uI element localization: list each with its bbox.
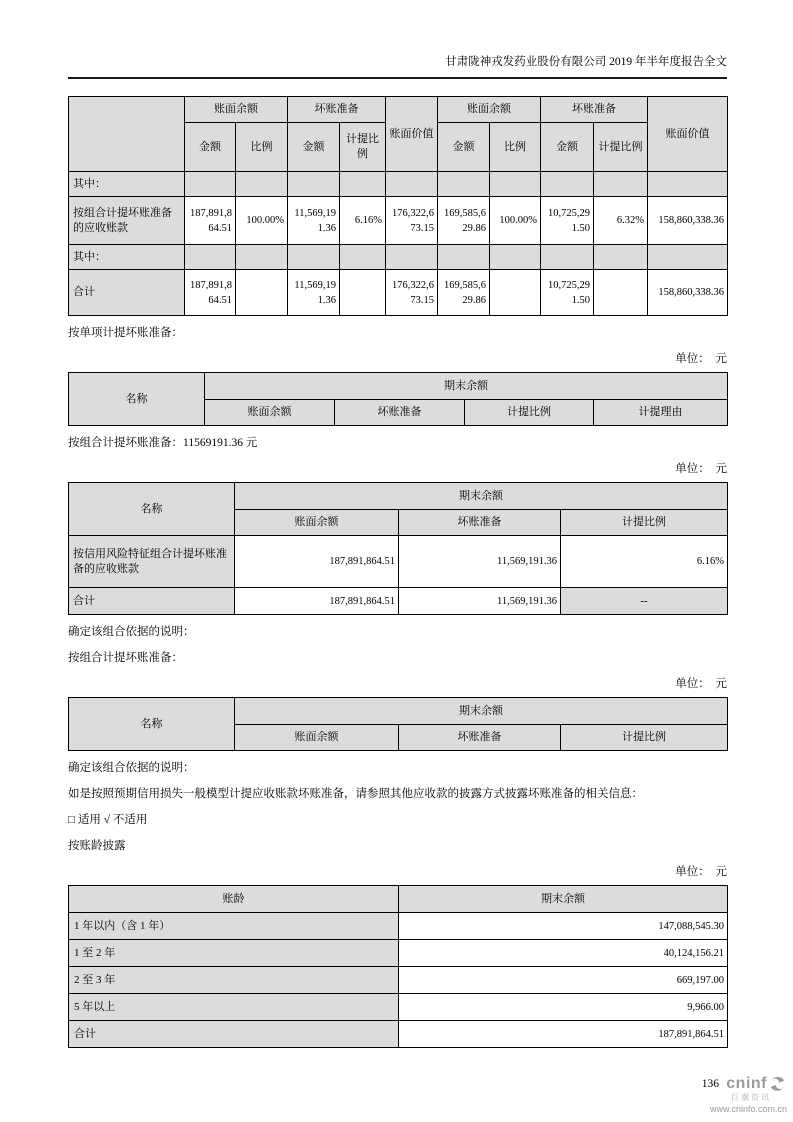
- empty-cell: [541, 172, 594, 197]
- row-label-cell: 按组合计提坏账准备的应收账款: [69, 197, 185, 245]
- header-cell: 账面余额: [205, 400, 335, 426]
- group-provision-table: [68, 482, 728, 615]
- data-cell: 158,860,338.36: [648, 197, 728, 245]
- header-cell: 比例: [236, 123, 288, 172]
- group-basis-note: 确定该组合依据的说明：: [68, 626, 195, 638]
- data-cell: 6.16%: [561, 536, 728, 588]
- empty-cell: [490, 245, 541, 270]
- header-cell: 账面余额: [438, 97, 541, 123]
- row-label-cell: 合计: [69, 270, 185, 316]
- data-cell: 11,569,191.36: [288, 270, 340, 316]
- header-cell: 账面余额: [185, 97, 288, 123]
- data-cell: 11,569,191.36: [399, 536, 561, 588]
- header-cell: 金额: [185, 123, 236, 172]
- by-group-provision-label: 按组合计提坏账准备：: [68, 652, 183, 664]
- data-cell: 100.00%: [490, 197, 541, 245]
- table-row: [69, 172, 728, 197]
- empty-cell: [648, 245, 728, 270]
- data-cell: 40,124,156.21: [399, 940, 728, 967]
- empty-cell: [490, 172, 541, 197]
- unit-label: 单位： 元: [675, 463, 727, 475]
- by-item-provision-label: 按单项计提坏账准备：: [68, 327, 183, 339]
- data-cell: 187,891,864.51: [185, 197, 236, 245]
- data-cell: 169,585,629.86: [438, 197, 490, 245]
- data-cell: 10,725,291.50: [541, 197, 594, 245]
- header-cell: 期末余额: [205, 373, 728, 400]
- doc-header: [68, 54, 727, 79]
- table-header-row: [69, 97, 728, 123]
- header-cell: 坏账准备: [288, 97, 386, 123]
- row-label-cell: 其中：: [69, 172, 185, 197]
- report-title: 甘肃陇神戎发药业股份有限公司 2019 年半年度报告全文: [445, 56, 727, 68]
- item-provision-table: [68, 372, 728, 426]
- header-cell: 计提比例: [561, 510, 728, 536]
- empty-cell: [438, 172, 490, 197]
- header-cell: 账龄: [69, 886, 399, 913]
- empty-cell: [185, 245, 236, 270]
- header-cell: 名称: [69, 373, 205, 426]
- data-cell: 6.16%: [340, 197, 386, 245]
- total-row: [69, 1021, 728, 1048]
- empty-cell: [288, 245, 340, 270]
- data-cell: 100.00%: [236, 197, 288, 245]
- data-cell: 10,725,291.50: [541, 270, 594, 316]
- table-row: [69, 967, 728, 994]
- empty-cell: [340, 172, 386, 197]
- table-row: [69, 994, 728, 1021]
- table-row: [69, 536, 728, 588]
- empty-cell: [648, 172, 728, 197]
- table-row: [69, 245, 728, 270]
- table-row: [69, 913, 728, 940]
- empty-cell: [438, 245, 490, 270]
- header-cell: 计提理由: [594, 400, 728, 426]
- unit-label: 单位： 元: [675, 678, 727, 690]
- data-cell: 147,088,545.30: [399, 913, 728, 940]
- data-cell: 158,860,338.36: [648, 270, 728, 316]
- header-cell: 期末余额: [235, 698, 728, 725]
- ecl-note: 如是按照预期信用损失一般模型计提应收账款坏账准备，请参照其他应收款的披露方式披露坏账准备的相关信息：: [68, 788, 643, 800]
- header-cell: 计提比例: [465, 400, 594, 426]
- bad-debt-provision-summary-table: [68, 96, 728, 316]
- empty-cell: [236, 172, 288, 197]
- header-cell: 账面余额: [235, 510, 399, 536]
- header-cell: 比例: [490, 123, 541, 172]
- row-label-cell: 5 年以上: [69, 994, 399, 1021]
- empty-cell: [386, 245, 438, 270]
- data-cell: --: [561, 588, 728, 615]
- data-cell: 11,569,191.36: [399, 588, 561, 615]
- data-cell: 11,569,191.36: [288, 197, 340, 245]
- group-basis-note: 确定该组合依据的说明：: [68, 762, 195, 774]
- header-cell: 金额: [288, 123, 340, 172]
- data-cell: 6.32%: [594, 197, 648, 245]
- row-label-cell: 2 至 3 年: [69, 967, 399, 994]
- total-row: [69, 270, 728, 316]
- cninfo-swirl-icon: [768, 1075, 787, 1093]
- empty-cell: [236, 270, 288, 316]
- data-cell: 176,322,673.15: [386, 270, 438, 316]
- header-cell: 金额: [438, 123, 490, 172]
- empty-cell: [541, 245, 594, 270]
- group-provision-table-2: [68, 697, 728, 751]
- table-row: [69, 940, 728, 967]
- data-cell: 187,891,864.51: [185, 270, 236, 316]
- header-cell: 名称: [69, 483, 235, 536]
- by-group-provision-amount-label: 按组合计提坏账准备：11569191.36 元: [68, 437, 258, 449]
- data-cell: 187,891,864.51: [235, 536, 399, 588]
- corner-cell: [69, 97, 185, 172]
- empty-cell: [594, 172, 648, 197]
- header-cell: 坏账准备: [399, 510, 561, 536]
- cninfo-logo-text: cninf: [726, 1075, 767, 1092]
- row-label-cell: 按信用风险特征组合计提坏账准备的应收账款: [69, 536, 235, 588]
- data-cell: 187,891,864.51: [235, 588, 399, 615]
- cninfo-logo: [710, 1075, 787, 1114]
- empty-cell: [236, 245, 288, 270]
- unit-label: 单位： 元: [675, 353, 727, 365]
- page-number: 136: [701, 1078, 719, 1090]
- cninfo-logo-url: www.cninfo.com.cn: [709, 1104, 787, 1114]
- empty-cell: [185, 172, 236, 197]
- header-cell: 计提比例: [594, 123, 648, 172]
- empty-cell: [490, 270, 541, 316]
- data-cell: 176,322,673.15: [386, 197, 438, 245]
- row-label-cell: 合计: [69, 1021, 399, 1048]
- header-cell: 期末余额: [235, 483, 728, 510]
- header-cell: 期末余额: [399, 886, 728, 913]
- header-cell: 账面价值: [386, 97, 438, 172]
- empty-cell: [340, 245, 386, 270]
- empty-cell: [386, 172, 438, 197]
- row-label-cell: 合计: [69, 588, 235, 615]
- header-cell: 坏账准备: [335, 400, 465, 426]
- row-label-cell: 1 至 2 年: [69, 940, 399, 967]
- header-cell: 名称: [69, 698, 235, 751]
- table-header-row: [69, 698, 728, 725]
- header-cell: 账面余额: [235, 725, 399, 751]
- header-cell: 坏账准备: [541, 97, 648, 123]
- aging-table: [68, 885, 728, 1048]
- header-cell: 计提比例: [561, 725, 728, 751]
- applicability-line: □ 适用 √ 不适用: [68, 814, 148, 826]
- data-cell: 187,891,864.51: [399, 1021, 728, 1048]
- data-cell: 669,197.00: [399, 967, 728, 994]
- header-cell: 计提比例: [340, 123, 386, 172]
- empty-cell: [288, 172, 340, 197]
- row-label-cell: 1 年以内（含 1 年）: [69, 913, 399, 940]
- header-cell: 金额: [541, 123, 594, 172]
- data-cell: 9,966.00: [399, 994, 728, 1021]
- empty-cell: [594, 270, 648, 316]
- table-header-row: [69, 373, 728, 400]
- unit-label: 单位： 元: [675, 866, 727, 878]
- cninfo-logo-subtitle: 巨潮资讯: [731, 1093, 771, 1102]
- empty-cell: [340, 270, 386, 316]
- table-row: [69, 197, 728, 245]
- header-cell: 坏账准备: [399, 725, 561, 751]
- row-label-cell: 其中：: [69, 245, 185, 270]
- empty-cell: [594, 245, 648, 270]
- table-header-row: [69, 483, 728, 510]
- cninfo-logo-row: [710, 1075, 787, 1093]
- total-row: [69, 588, 728, 615]
- data-cell: 169,585,629.86: [438, 270, 490, 316]
- header-cell: 账面价值: [648, 97, 728, 172]
- table-header-row: [69, 886, 728, 913]
- aging-disclosure-label: 按账龄披露: [68, 840, 126, 852]
